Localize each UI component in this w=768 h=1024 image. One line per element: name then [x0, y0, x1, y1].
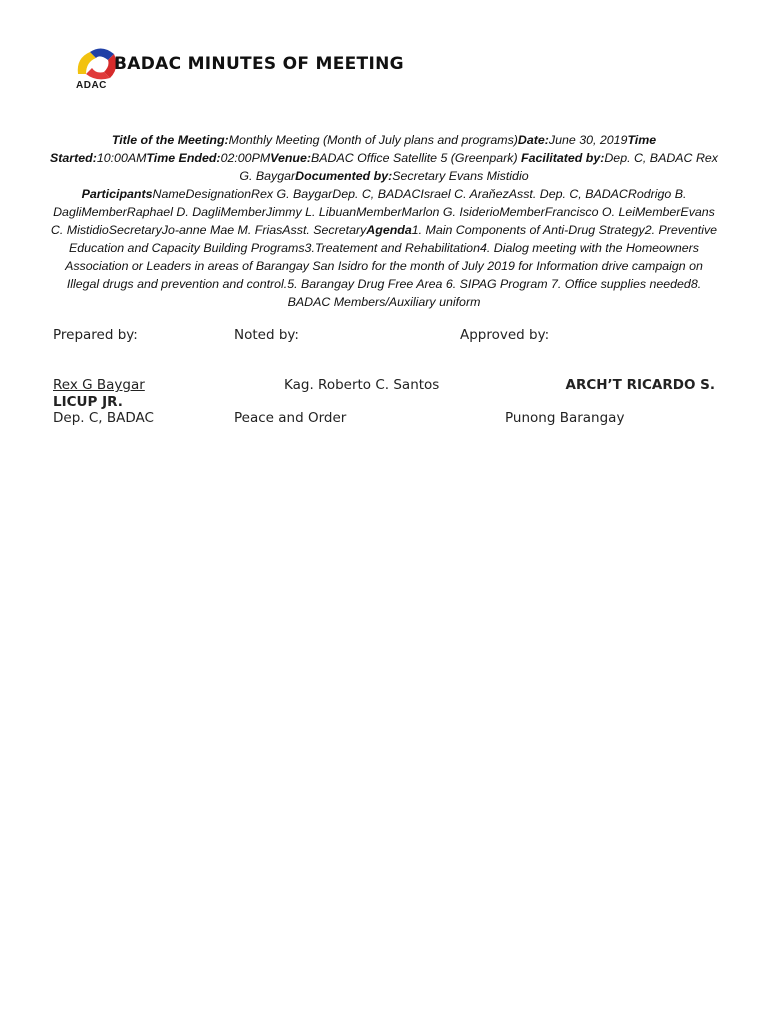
approved-by-position: Punong Barangay	[505, 410, 625, 426]
approved-by-name-line2: LICUP JR.	[53, 394, 123, 410]
date-label: Date:	[517, 133, 549, 147]
approved-by-name-line1: ARCH’T RICARDO S.	[565, 377, 715, 393]
time-ended-label: Time Ended:	[146, 151, 221, 165]
facilitated-value: Dep. C, BADAC Rex G. Baygar	[239, 151, 718, 183]
document-header	[74, 44, 474, 96]
noted-by-name: Kag. Roberto C. Santos	[284, 377, 440, 393]
noted-by-label: Noted by:	[234, 327, 299, 343]
meeting-minutes	[50, 131, 718, 311]
prepared-by-position: Dep. C, BADAC	[53, 410, 154, 426]
date-value: June 30, 2019	[548, 133, 628, 147]
venue-value: BADAC Office Satellite 5 (Greenpark)	[311, 151, 522, 165]
venue-label: Venue:	[270, 151, 312, 165]
title-value: Monthly Meeting (Month of July plans and programs)	[228, 133, 518, 147]
document-title: BADAC MINUTES OF MEETING	[114, 54, 404, 74]
facilitated-label: Facilitated by:	[521, 151, 605, 165]
time-started-label: Time Started:	[50, 133, 657, 165]
agenda-label: Agenda	[366, 223, 412, 237]
time-ended-value: 02:00PM	[220, 151, 271, 165]
prepared-by-name: Rex G Baygar	[53, 377, 145, 393]
approved-by-label: Approved by:	[460, 327, 550, 343]
participants-label: Participants	[81, 187, 153, 201]
time-started-value: 10:00AM	[96, 151, 147, 165]
noted-by-position: Peace and Order	[234, 410, 347, 426]
logo-text: ADAC	[76, 80, 107, 91]
title-label: Title of the Meeting:	[111, 133, 229, 147]
documented-value: Secretary Evans Mistidio	[392, 169, 529, 183]
documented-label: Documented by:	[295, 169, 393, 183]
agenda-value: 1. Main Components of Anti-Drug Strategy2. Preventive Education and Capacity Building Programs3.Treatement and Rehabilitation4. Dialog meeting with the Homeowners Association or Leaders in areas of Barangay San Isidro for the month of July 2019 for Information drive campaign on Illegal drugs and prevention and control.5. Barangay Drug Free Area 6. SIPAG Program 7. Office supplies needed8. BADAC Members/Auxiliary uniform	[65, 223, 718, 309]
participants-value: NameDesignationRex G. BaygarDep. C, BADACIsrael C. AraňezAsst. Dep. C, BADACRodrigo B. DagliMemberRaphael D. DagliMemberJimmy L. LibuanMemberMarlon G. IsiderioMemberFrancisco O. LeiMemberEvans C. MistidioSecretaryJo-anne Mae M. FriasAsst. Secretary	[50, 187, 715, 237]
prepared-by-label: Prepared by:	[53, 327, 138, 343]
